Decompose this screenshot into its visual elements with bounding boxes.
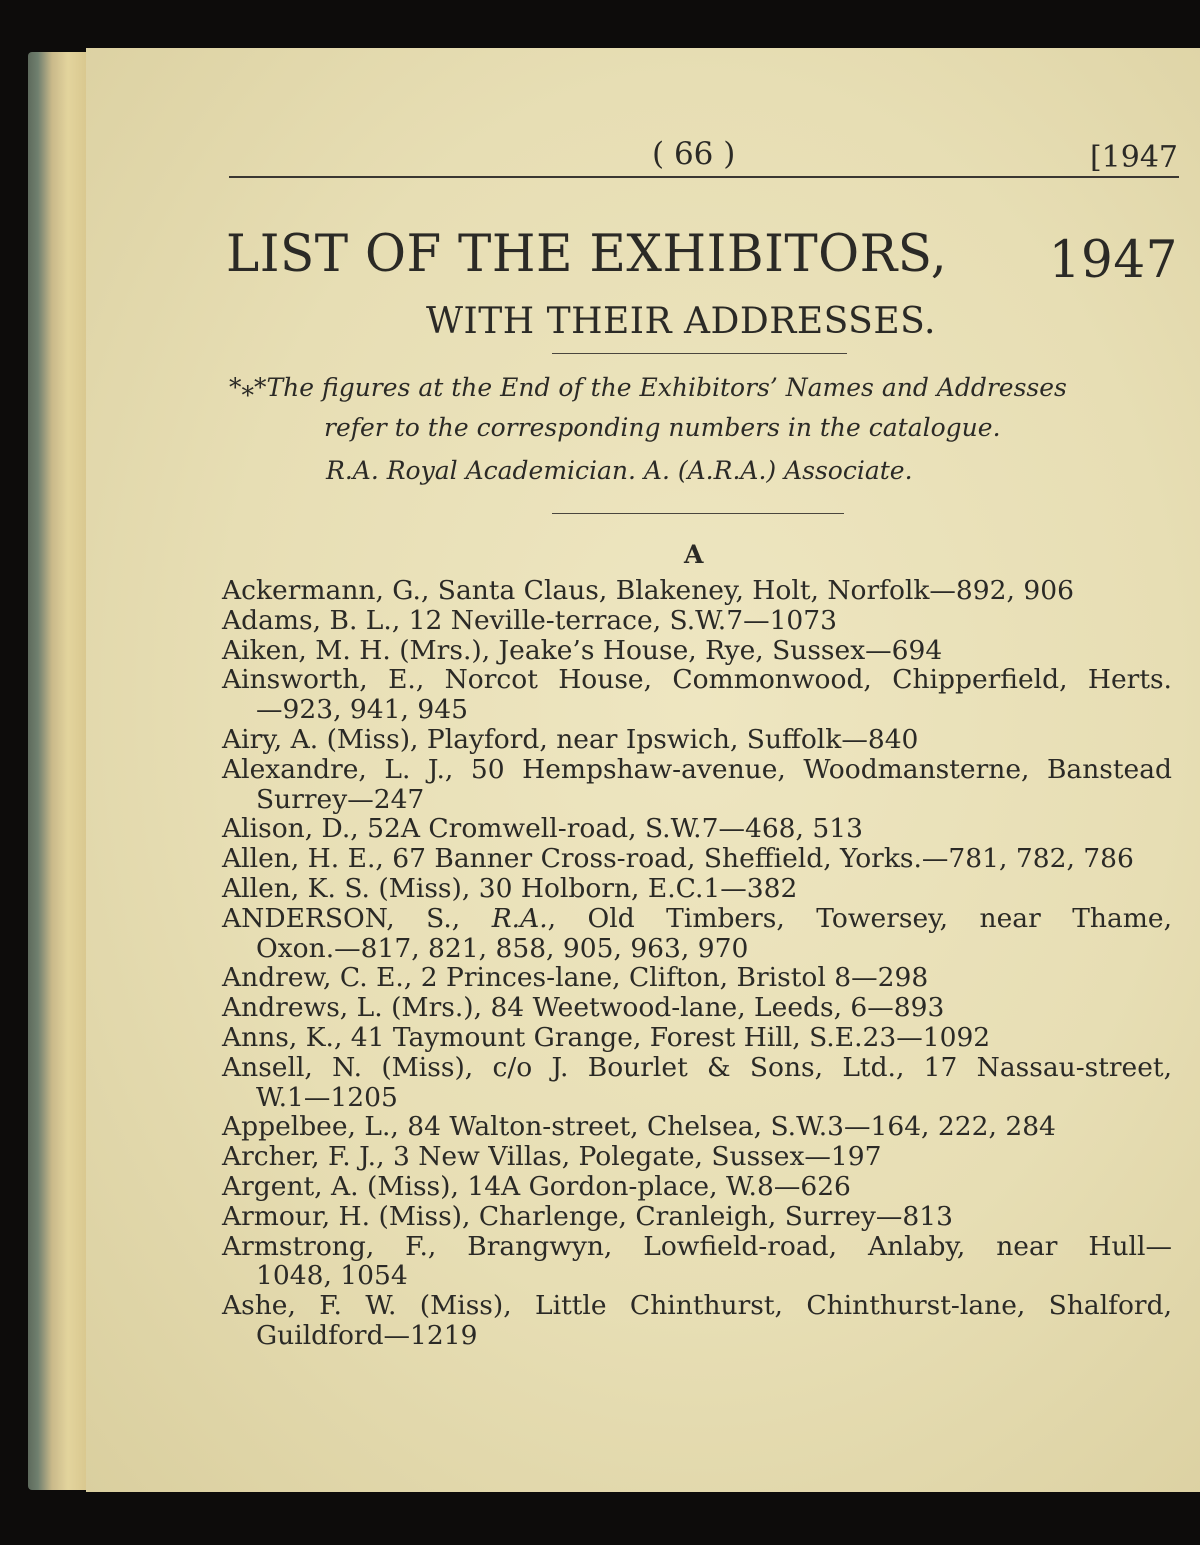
note-line: R.A. Royal Academician. A. (A.R.A.) Associate.	[326, 456, 913, 485]
entry-line: Argent, A. (Miss), 14A Gordon-place, W.8—626	[222, 1170, 851, 1202]
section-letter: A	[684, 540, 704, 569]
entry-line: Archer, F. J., 3 New Villas, Polegate, Sussex—197	[222, 1141, 882, 1173]
list-item	[222, 636, 1172, 666]
list-item	[222, 665, 1172, 725]
list-item	[222, 1142, 1172, 1172]
ra-designation: R.A.	[491, 902, 548, 934]
title-year: 1947	[1048, 230, 1178, 290]
list-item	[222, 963, 1172, 993]
entry-continuation: Guildford—1219	[256, 1319, 478, 1351]
entry-address: , Old Timbers, Towersey, near Thame,	[547, 902, 1172, 934]
entry-line: Armour, H. (Miss), Charlenge, Cranleigh, Surrey—813	[222, 1200, 953, 1232]
entry-line: Ainsworth, E., Norcot House, Commonwood, Chipperfield, Herts.	[222, 664, 1172, 696]
list-item	[222, 725, 1172, 755]
list-item	[222, 1053, 1172, 1113]
entry-line: Ackermann, G., Santa Claus, Blakeney, Holt, Norfolk—892, 906	[222, 575, 1074, 606]
list-item	[222, 1112, 1172, 1142]
page	[86, 48, 1200, 1492]
list-item	[222, 993, 1172, 1023]
entry-line: Allen, H. E., 67 Banner Cross-road, Sheffield, Yorks.—781, 782, 786	[222, 843, 1134, 875]
entry-continuation: Oxon.—817, 821, 858, 905, 963, 970	[256, 932, 749, 964]
entry-line: Ashe, F. W. (Miss), Little Chinthurst, Chinthurst-lane, Shalford,	[222, 1290, 1172, 1322]
entry-line: Airy, A. (Miss), Playford, near Ipswich, Suffolk—840	[222, 723, 919, 755]
list-item	[222, 576, 1172, 606]
entry-line: Andrew, C. E., 2 Princes-lane, Clifton, Bristol 8—298	[222, 962, 929, 994]
entry-line: Ansell, N. (Miss), c/o J. Bourlet & Sons, Ltd., 17 Nassau-street,	[222, 1051, 1172, 1083]
entry-line: Adams, B. L., 12 Neville-terrace, S.W.7—1073	[222, 604, 838, 636]
list-item	[222, 1232, 1172, 1292]
entry-continuation: —923, 941, 945	[256, 694, 468, 726]
entry-line: Alison, D., 52A Cromwell-road, S.W.7—468, 513	[222, 813, 863, 845]
entry-line	[222, 904, 1172, 934]
entry-continuation: Surrey—247	[256, 783, 425, 815]
list-item	[222, 1291, 1172, 1351]
entry-continuation: W.1—1205	[256, 1081, 398, 1113]
note-line: refer to the corresponding numbers in the catalogue.	[324, 413, 1001, 442]
year-tag: [1947	[1089, 140, 1178, 175]
list-item	[222, 1172, 1172, 1202]
entry-line: Allen, K. S. (Miss), 30 Holborn, E.C.1—382	[222, 872, 798, 904]
header-rule	[229, 176, 1179, 178]
entry-line: Anns, K., 41 Taymount Grange, Forest Hill, S.E.23—1092	[222, 1021, 991, 1053]
entry-line: Andrews, L. (Mrs.), 84 Weetwood-lane, Leeds, 6—893	[222, 992, 945, 1024]
entry-line: Alexandre, L. J., 50 Hempshaw-avenue, Woodmansterne, Banstead	[222, 753, 1172, 785]
list-item	[222, 844, 1172, 874]
list-item	[222, 904, 1172, 964]
list-item	[222, 814, 1172, 844]
title-line: LIST OF THE EXHIBITORS,	[226, 224, 948, 284]
exhibitor-list	[222, 576, 1172, 1351]
note-line: *⁎*The figures at the End of the Exhibitors’ Names and Addresses	[229, 373, 1067, 402]
running-header	[228, 134, 1178, 176]
page-subtitle: WITH THEIR ADDRESSES.	[426, 301, 936, 342]
entry-line: Armstrong, F., Brangwyn, Lowfield-road, Anlaby, near Hull—	[222, 1230, 1172, 1262]
list-item	[222, 606, 1172, 636]
list-item	[222, 755, 1172, 815]
page-number: ( 66 )	[652, 136, 736, 172]
entry-line: Appelbee, L., 84 Walton-street, Chelsea, S.W.3—164, 222, 284	[222, 1111, 1056, 1143]
divider-rule	[552, 353, 847, 354]
list-item	[222, 1202, 1172, 1232]
entry-name: ANDERSON, S.,	[222, 902, 492, 934]
divider-rule	[552, 513, 844, 514]
entry-line: Aiken, M. H. (Mrs.), Jeake’s House, Rye, Sussex—694	[222, 634, 943, 666]
entry-continuation: 1048, 1054	[256, 1260, 408, 1292]
list-item	[222, 1023, 1172, 1053]
list-item	[222, 874, 1172, 904]
